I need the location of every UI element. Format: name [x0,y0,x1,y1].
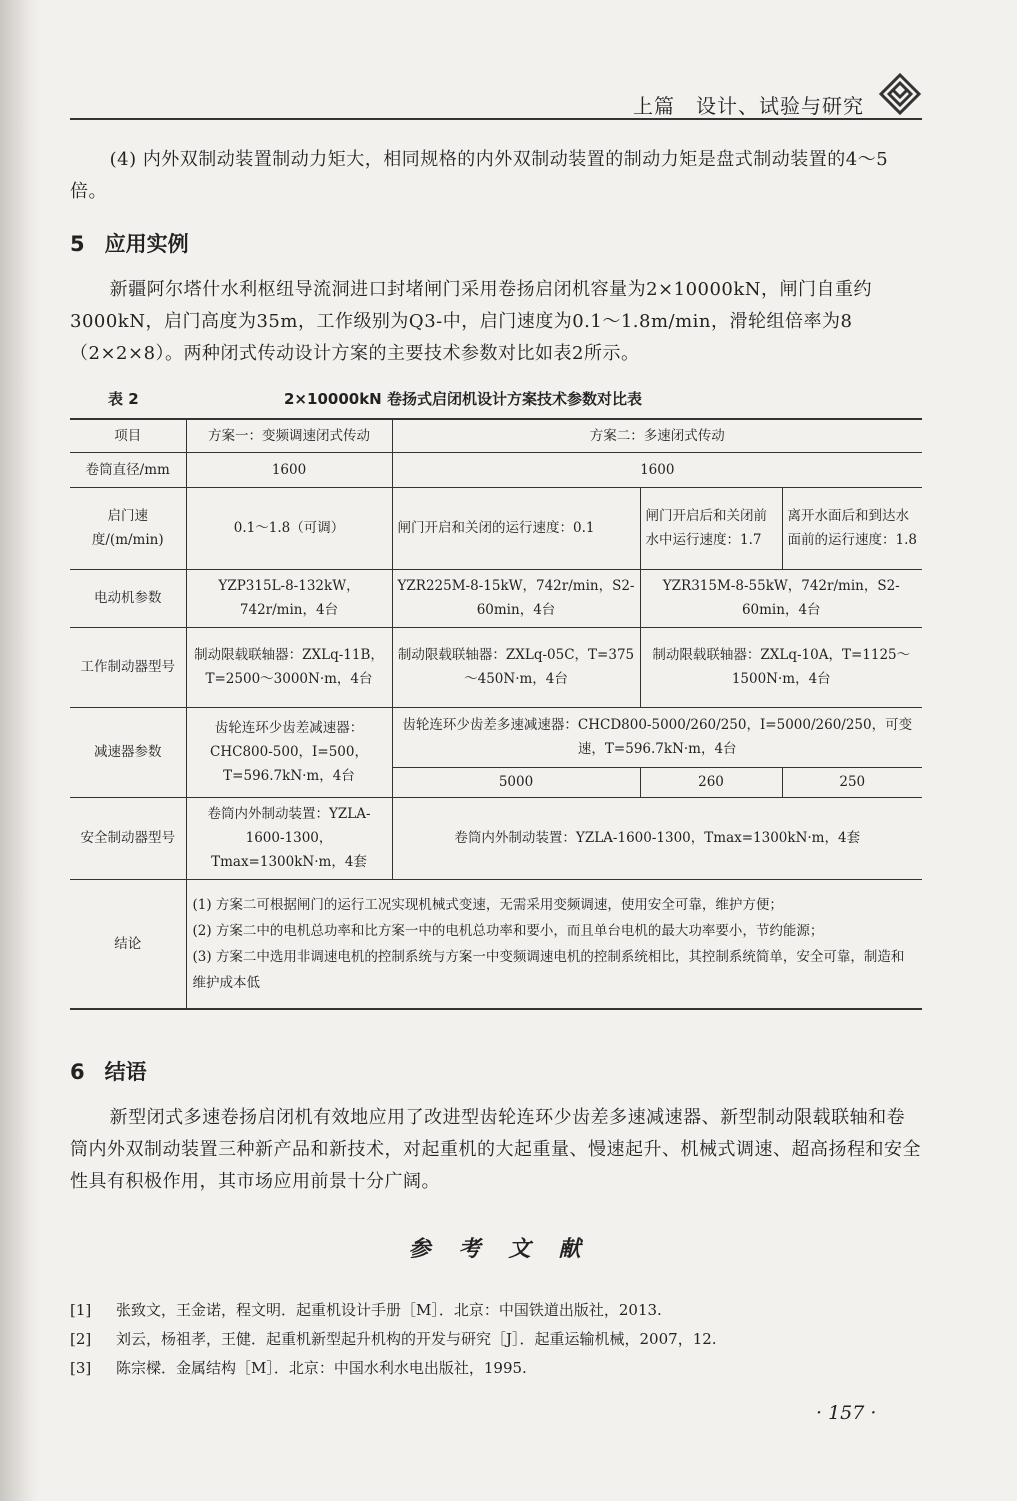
row-label: 工作制动器型号 [70,627,186,707]
section-5-heading [70,228,189,258]
reference-number: [3] [70,1359,92,1377]
row-label: 卷筒直径/mm [70,452,186,487]
reference-item [70,1298,662,1322]
cell: 1600 [392,452,922,487]
page-number: · 157 · [816,1402,877,1424]
header-text: 上篇 设计、试验与研究 [633,94,864,118]
row-label: 减速器参数 [70,707,186,797]
table-caption: 表 2 [108,390,139,408]
cell: 制动限载联轴器：ZXLq-05C，T=375～450N·m，4台 [392,627,640,707]
reference-text: 陈宗樑．金属结构［M］．北京：中国水利水电出版社，1995. [116,1359,527,1377]
cell: 齿轮连环少齿差减速器：CHC800-500，I=500，T=596.7kN·m，4台 [186,707,392,797]
reference-item [70,1327,717,1351]
cell: 0.1～1.8（可调） [186,487,392,569]
reference-number: [1] [70,1301,92,1319]
cell: YZR315M-8-55kW，742r/min，S2-60min，4台 [640,569,922,627]
cell: 250 [782,767,922,797]
cell: 5000 [392,767,640,797]
comparison-table [70,418,922,1010]
running-header [70,72,922,120]
cell: 制动限载联轴器：ZXLq-10A，T=1125～1500N·m，4台 [640,627,922,707]
table-row [70,627,922,707]
row-label: 安全制动器型号 [70,797,186,879]
conclusion-cell [186,879,922,1009]
cell: 卷筒内外制动装置：YZLA-1600-1300，Tmax=1300kN·m，4套 [392,797,922,879]
section-title: 结语 [104,1060,147,1084]
cell: 260 [640,767,782,797]
references-heading: 参考文献 [408,1236,609,1262]
conclusion-item: (2) 方案二中的电机总功率和比方案一中的电机总功率和要小，而且单台电机的最大功率要小，节约能源； [192,922,824,939]
publisher-logo-icon [878,72,922,116]
table-row [70,707,922,767]
reference-text: 张致文，王金诺，程文明．起重机设计手册［M］．北京：中国铁道出版社，2013. [116,1301,662,1319]
table-row [70,569,922,627]
row-label: 结论 [70,879,186,1009]
header-rule [70,118,922,120]
cell: 闸门开启后和关闭前水中运行速度：1.7 [640,487,782,569]
table-title: 2×10000kN 卷扬式启闭机设计方案技术参数对比表 [284,390,642,408]
cell: YZP315L-8-132kW，742r/min，4台 [186,569,392,627]
table-row [70,487,922,569]
table-row [70,797,922,879]
row-label: 启门速度/(m/min) [70,487,186,569]
conclusion-item: (3) 方案二中选用非调速电机的控制系统与方案一中变频调速电机的控制系统相比，其控制系统简单，安全可靠，制造和维护成本低 [192,948,905,991]
cell: 齿轮连环少齿差多速减速器：CHCD800-5000/260/250，I=5000/260/250，可变速，T=596.7kN·m，4台 [392,707,922,767]
header-item: 项目 [70,419,186,452]
section-6-heading [70,1056,147,1086]
section-6-paragraph: 新型闭式多速卷扬启闭机有效地应用了改进型齿轮连环少齿差多速减速器、新型制动限载联轴和卷筒内外双制动装置三种新产品和新技术，对起重机的大起重量、慢速起升、机械式调速、超高扬程和安全性具有积极作用，其市场应用前景十分广阔。 [70,1107,921,1192]
header-plan1: 方案一：变频调速闭式传动 [186,419,392,452]
section-5-paragraph: 新疆阿尔塔什水利枢纽导流洞进口封堵闸门采用卷扬启闭机容量为2×10000kN，闸门自重约3000kN，启门高度为35m，工作级别为Q3-中，启门速度为0.1～1.8m/min，滑轮组倍率为8（2×2×8）。两种闭式传动设计方案的主要技术参数对比如表2所示。 [70,279,873,364]
reference-text: 刘云，杨祖孝，王健．起重机新型起升机构的开发与研究［J］．起重运输机械，2007，12. [116,1330,717,1348]
cell: 离开水面后和到达水面前的运行速度：1.8 [782,487,922,569]
conclusion-item: (1) 方案二可根据闸门的运行工况实现机械式变速，无需采用变频调速，使用安全可靠，维护方便； [192,896,783,913]
section-number: 6 [70,1060,85,1084]
intro-paragraph: (4) 内外双制动装置制动力矩大，相同规格的内外双制动装置的制动力矩是盘式制动装置的4～5倍。 [70,149,889,202]
section-number: 5 [70,232,85,256]
cell: 制动限载联轴器：ZXLq-11B，T=2500～3000N·m，4台 [186,627,392,707]
reference-item [70,1356,527,1380]
cell: YZR225M-8-15kW，742r/min，S2-60min，4台 [392,569,640,627]
table-row [70,879,922,1009]
binding-shadow [0,0,40,1501]
table-row [70,452,922,487]
section-title: 应用实例 [104,232,189,256]
row-label: 电动机参数 [70,569,186,627]
reference-number: [2] [70,1330,92,1348]
table-row [70,419,922,452]
cell: 卷筒内外制动装置：YZLA-1600-1300，Tmax=1300kN·m，4套 [186,797,392,879]
header-plan2: 方案二：多速闭式传动 [392,419,922,452]
cell: 闸门开启和关闭的运行速度：0.1 [392,487,640,569]
cell: 1600 [186,452,392,487]
